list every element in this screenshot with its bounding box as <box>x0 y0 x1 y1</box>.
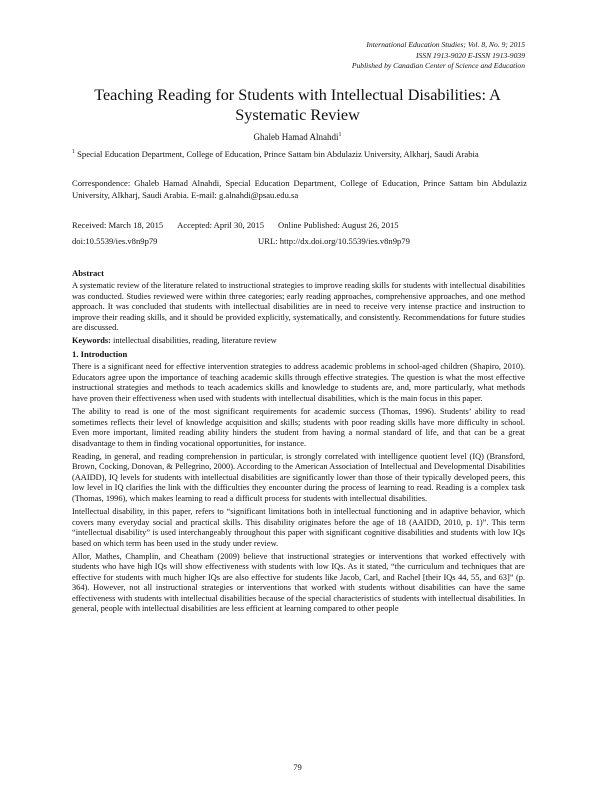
journal-line: International Education Studies; Vol. 8, No. 9; 2015 <box>366 40 525 49</box>
author-line <box>0 132 595 142</box>
paper-title: Teaching Reading for Students with Intellectual Disabilities: A Systematic Review <box>94 86 501 124</box>
abstract-text: A systematic review of the literature related to instructional strategies to improve reading skills for students with intellectual disabilities was conducted. Studies reviewed were within three categories; early reading approaches, comprehensive approaches, and one method approach. It was concluded that students with intellectual disabilities are in need to receive very intense practice and instruction to improve their reading skills, and it should be provided explicitly, systematically, and consistently. Recommendations for future studies are discussed. <box>72 281 525 333</box>
affiliation <box>72 147 527 160</box>
section-heading-introduction: 1. Introduction <box>72 349 128 360</box>
intro-paragraph: The ability to read is one of the most significant requirements for academic success (Thomas, 1996). Students’ ability to read sometimes reflects their level of knowledge acquisition and skills; students with poor reading skills have more difficulty in school. Even more important, limited reading ability hinders the student from having a normal standard of life, and that can be a great disadvantage to them in finding vocational opportunities, for instance. <box>72 407 525 448</box>
keywords <box>72 336 525 347</box>
correspondence: Correspondence: Ghaleb Hamad Alnahdi, Special Education Department, College of Education, Prince Sattam bin Abdulaziz University, Alkharj, Saudi Arabia. E-mail: g.alnahdi@psau.edu.sa <box>72 178 527 200</box>
affiliation-sup: 1 <box>72 149 75 155</box>
accepted-date: Accepted: April 30, 2015 <box>177 220 265 230</box>
doi-url-link[interactable]: URL: http://dx.doi.org/10.5539/ies.v8n9p79 <box>258 236 410 246</box>
intro-paragraph: Reading, in general, and reading comprehension in particular, is strongly correlated with intelligence quotient level (IQ) (Bransford, Brown, Cocking, Donovan, & Pellegrino, 2000). According to the American Association of Intellectual and Developmental Disabilities (AAIDD), IQ levels for students with intellectual disabilities are significantly lower than those of their typically developed peers, this low level in IQ clarifies the link with the difficulties they encounter during the process of learning to read. Reading is a complex task (Thomas, 1996), which makes learning to read a difficult process for students with intellectual disabilities. <box>72 451 525 503</box>
paper-body <box>72 268 525 617</box>
affiliation-text: Special Education Department, College of Education, Prince Sattam bin Abdulaziz University, Alkharj, Saudi Arabia <box>75 148 479 159</box>
keywords-label: Keywords: <box>72 336 111 346</box>
doi-text: doi:10.5539/ies.v8n9p79 <box>72 236 158 246</box>
publisher-line: Published by Canadian Center of Science and Education <box>351 61 525 70</box>
intro-paragraph: There is a significant need for effective intervention strategies to address academic problems in school-aged children (Shapiro, 2010). Educators agree upon the importance of teaching academic skills through effective strategies. The question is what the most effective instructional strategies and methods to teach academics skills and knowledge to students are, and, more particularly, what methods have proven their effectiveness when used with students with intellectual disabilities, which is the main focus in this paper. <box>72 362 525 404</box>
doi-line <box>72 236 527 247</box>
dates-line <box>72 220 399 231</box>
author-sup: 1 <box>338 132 342 138</box>
author-name: Ghaleb Hamad Alnahdi <box>253 132 339 142</box>
running-header <box>352 40 525 72</box>
received-date: Received: March 18, 2015 <box>72 220 164 230</box>
abstract-heading: Abstract <box>72 268 104 278</box>
issn-line: ISSN 1913-9020 E-ISSN 1913-9039 <box>415 50 525 60</box>
intro-paragraph: Allor, Mathes, Champlin, and Cheatham (2009) believe that instructional strategies or interventions that worked effectively with students who have high IQs will show effectiveness with students with low IQs. As it stated, “the curriculum and techniques that are effective for students with much higher IQs are also effective for students like Jacob, Carl, and Rachel [their IQs 44, 55, and 63]” (p. 364). However, not all instructional strategies or interventions that worked with students without disabilities can have the same effectiveness with students with intellectual disabilities because of the special characteristics of students with intellectual disabilities. In general, people with intellectual disabilities are less efficient at learning compared to other people <box>72 551 525 614</box>
published-date: Online Published: August 26, 2015 <box>278 220 399 230</box>
keywords-text: intellectual disabilities, reading, literature review <box>110 336 277 346</box>
intro-paragraph: Intellectual disability, in this paper, refers to “significant limitations both in intellectual functioning and in adaptive behavior, which covers many everyday social and practical skills. This disability originates before the age of 18 (AAIDD, 2010, p. 1)”. This term “intellectual disability” is used interchangeably throughout this paper with significant cognitive disabilities and students with low IQs based on which term has been used in the study under review. <box>72 506 525 548</box>
page-number: 79 <box>293 762 302 772</box>
